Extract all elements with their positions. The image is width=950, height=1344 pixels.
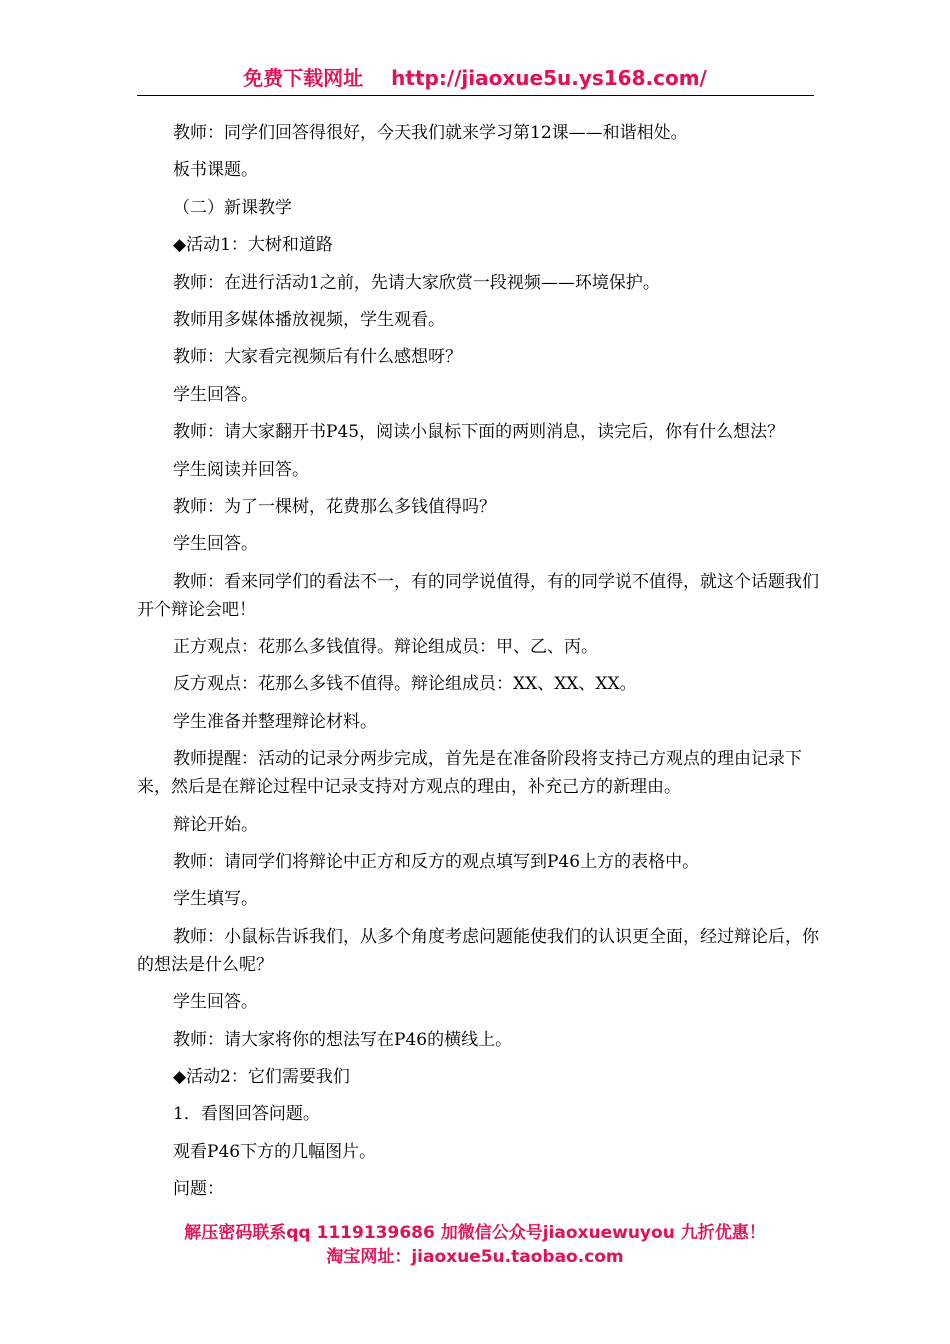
page-header: [0, 62, 950, 91]
footer-contact-line: 解压密码联系qq 1119139686 加微信公众号jiaoxuewuyou 九折优惠！: [184, 1223, 766, 1243]
activity-heading: ◆活动2：它们需要我们: [173, 1066, 350, 1087]
paragraph: 教师提醒：活动的记录分两步完成，首先是在准备阶段将支持己方观点的理由记录下来，然后是在辩论过程中记录支持对方观点的理由，补充己方的新理由。: [137, 749, 802, 798]
paragraph: 教师用多媒体播放视频，学生观看。: [173, 309, 445, 330]
paragraph: 教师：请大家翻开书P45，阅读小鼠标下面的两则消息，读完后，你有什么想法？: [173, 422, 785, 443]
paragraph: 教师：小鼠标告诉我们，从多个角度考虑问题能使我们的认识更全面，经过辩论后，你的想法是什么呢？: [137, 926, 819, 975]
paragraph: 板书课题。: [173, 160, 258, 181]
paragraph: 辩论开始。: [173, 814, 258, 835]
paragraph: 教师：在进行活动1之前，先请大家欣赏一段视频——环境保护。: [173, 272, 660, 293]
header-url-link[interactable]: http://jiaoxue5u.ys168.com/: [391, 66, 707, 90]
paragraph: 反方观点：花那么多钱不值得。辩论组成员：XX、XX、XX。: [173, 674, 637, 695]
paragraph: 教师：看来同学们的看法不一，有的同学说值得，有的同学说不值得，就这个话题我们开个辩论会吧！: [137, 571, 819, 620]
paragraph: 教师：请同学们将辩论中正方和反方的观点填写到P46上方的表格中。: [173, 852, 700, 873]
header-divider: [137, 95, 814, 96]
paragraph: 教师：同学们回答得很好，今天我们就来学习第12课——和谐相处。: [173, 123, 688, 143]
section-heading: （二）新课教学: [173, 197, 292, 218]
paragraph: 学生回答。: [173, 534, 258, 555]
activity-heading: ◆活动1：大树和道路: [173, 235, 333, 256]
paragraph: 学生回答。: [173, 992, 258, 1013]
paragraph: 教师：为了一棵树，花费那么多钱值得吗？: [173, 496, 496, 517]
paragraph: 学生回答。: [173, 384, 258, 405]
paragraph: 学生准备并整理辩论材料。: [173, 711, 377, 732]
paragraph: 教师：大家看完视频后有什么感想呀？: [173, 347, 462, 368]
paragraph: 学生阅读并回答。: [173, 459, 309, 480]
paragraph: 学生填写。: [173, 889, 258, 910]
footer-taobao-link[interactable]: 淘宝网址：jiaoxue5u.taobao.com: [326, 1247, 624, 1267]
paragraph: 问题：: [173, 1179, 224, 1200]
header-label: 免费下载网址: [243, 66, 364, 90]
paragraph: 观看P46下方的几幅图片。: [173, 1141, 377, 1162]
document-body: [137, 119, 827, 1213]
list-item: 1．看图回答问题。: [173, 1104, 320, 1125]
paragraph: 教师：请大家将你的想法写在P46的横线上。: [173, 1029, 513, 1050]
paragraph: 正方观点：花那么多钱值得。辩论组成员：甲、乙、丙。: [173, 637, 598, 658]
